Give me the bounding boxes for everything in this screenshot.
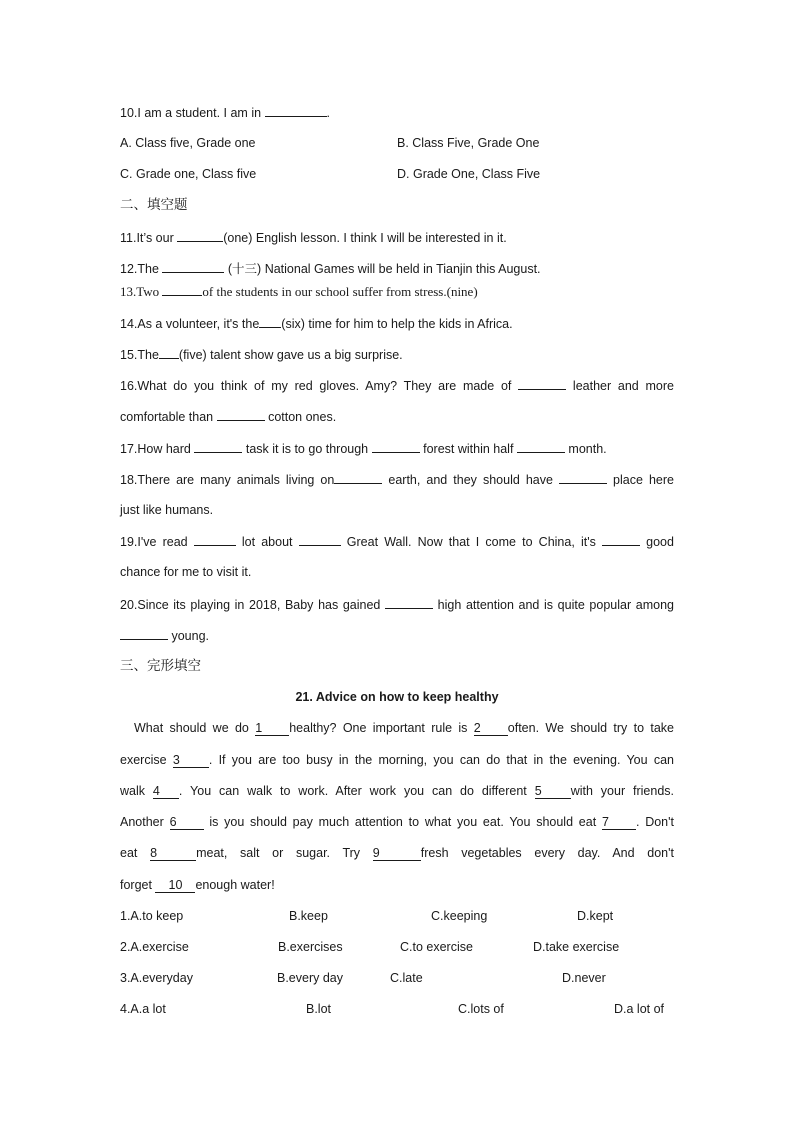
answer-blank[interactable] [120,627,168,640]
answer-blank[interactable] [372,440,420,453]
section-heading-fill-in: 二、填空题 [120,197,188,213]
choice-4-c[interactable]: C.lots of [458,1002,504,1016]
choice-3-d[interactable]: D.never [562,971,606,985]
cloze-blank-1[interactable]: 1 [255,721,289,736]
question-16-line-1: 16.What do you think of my red gloves. Amy? They are made of leather and more [120,379,674,393]
answer-blank[interactable] [162,260,224,273]
answer-blank[interactable] [159,346,179,359]
answer-blank[interactable] [334,471,382,484]
cloze-blank-7[interactable]: 7 [602,815,636,830]
choice-1-a[interactable]: 1.A.to keep [120,909,184,923]
answer-blank[interactable] [162,283,202,296]
cloze-blank-8[interactable]: 8 [150,846,196,861]
choice-2-a[interactable]: 2.A.exercise [120,940,189,954]
choice-4-a[interactable]: 4.A.a lot [120,1002,166,1016]
answer-blank[interactable] [217,408,265,421]
choice-3-a[interactable]: 3.A.everyday [120,971,193,985]
answer-blank[interactable] [194,533,236,546]
choice-2-c[interactable]: C.to exercise [400,940,473,954]
option-c[interactable]: C. Grade one, Class five [120,167,257,181]
cloze-line-3: walk 4 . You can walk to work. After work you can do different 5 with your friends. [120,784,675,798]
cloze-blank-5[interactable]: 5 [535,784,571,799]
choice-1-b[interactable]: B.keep [289,909,328,923]
answer-blank[interactable] [559,471,607,484]
cloze-blank-3[interactable]: 3 [173,753,209,768]
question-20-line-2: young. [120,627,674,644]
question-18-line-1: 18.There are many animals living on earth, and they should have place here [120,473,674,487]
cloze-line-1: What should we do 1 healthy? One important rule is 2 often. We should try to take [134,721,674,735]
question-17: 17.How hard task it is to go through forest within half month. [120,442,607,456]
question-19-line-1: 19.I've read lot about Great Wall. Now that I come to China, it's good [120,535,674,549]
choice-4-b[interactable]: B.lot [306,1002,332,1016]
choice-1-d[interactable]: D.kept [577,909,614,923]
question-10-stem: 10.I am a student. I am in . [120,106,331,120]
answer-blank[interactable] [602,533,640,546]
cloze-blank-6[interactable]: 6 [170,815,204,830]
choice-2-b[interactable]: B.exercises [278,940,343,954]
answer-blank[interactable] [259,315,281,328]
answer-blank[interactable] [177,229,223,242]
question-18-line-2: just like humans. [120,503,214,517]
question-12: 12.The (十三) National Games will be held in Tianjin this August. [120,262,541,276]
choice-1-c[interactable]: C.keeping [431,909,488,923]
cloze-title: 21. Advice on how to keep healthy [295,690,499,704]
section-heading-cloze: 三、完形填空 [120,658,201,674]
option-b[interactable]: B. Class Five, Grade One [397,136,540,150]
question-16-line-2: comfortable than cotton ones. [120,410,337,424]
choice-3-c[interactable]: C.late [390,971,423,985]
question-19-line-2: chance for me to visit it. [120,565,252,579]
question-11: 11.It’s our (one) English lesson. I think I will be interested in it. [120,231,507,245]
cloze-line-2: exercise 3 . If you are too busy in the morning, you can do that in the evening. You can [120,753,674,767]
cloze-line-4: Another 6 is you should pay much attention to what you eat. You should eat 7 . Don't [120,815,674,829]
choice-3-b[interactable]: B.every day [277,971,344,985]
cloze-line-6: forget 10 enough water! [120,878,275,892]
answer-blank[interactable] [517,440,565,453]
answer-blank[interactable] [518,377,566,390]
choice-4-d[interactable]: D.a lot of [614,1002,665,1016]
option-a[interactable]: A. Class five, Grade one [120,136,256,150]
cloze-line-5: eat 8 meat, salt or sugar. Try 9 fresh vegetables every day. And don't [120,846,674,860]
option-d[interactable]: D. Grade One, Class Five [397,167,541,181]
cloze-blank-9[interactable]: 9 [373,846,421,861]
answer-blank[interactable] [265,104,327,117]
cloze-blank-2[interactable]: 2 [474,721,508,736]
question-13: 13.Two of the students in our school suffer from stress.(nine) [120,284,478,299]
answer-blank[interactable] [194,440,242,453]
answer-blank[interactable] [299,533,341,546]
answer-blank[interactable] [385,596,433,609]
question-15: 15.The (five) talent show gave us a big surprise. [120,348,403,362]
question-14: 14.As a volunteer, it's the (six) time for him to help the kids in Africa. [120,317,513,331]
choice-2-d[interactable]: D.take exercise [533,940,620,954]
question-20-line-1: 20.Since its playing in 2018, Baby has gained high attention and is quite popular among [120,598,674,612]
cloze-blank-4[interactable]: 4 [153,784,179,799]
cloze-blank-10[interactable]: 10 [155,878,195,893]
